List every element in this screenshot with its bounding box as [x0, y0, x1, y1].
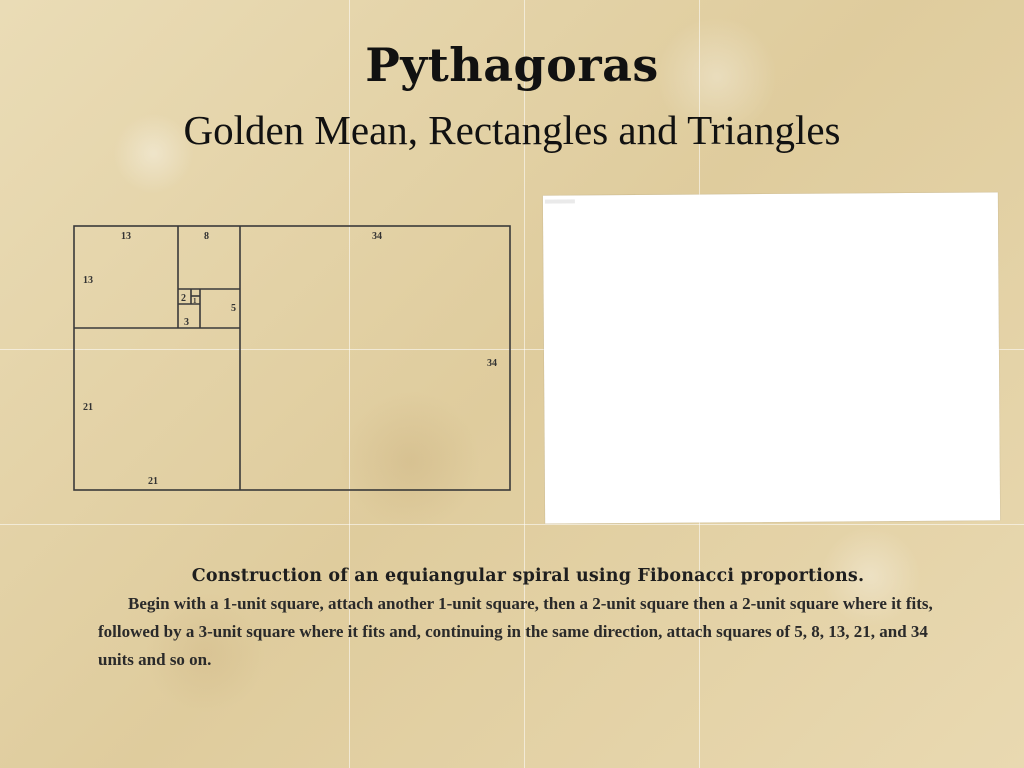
label-21-bottom: 21 [148, 476, 158, 487]
label-1: 1 [193, 297, 197, 305]
label-13-top: 13 [121, 231, 131, 242]
label-3: 3 [184, 317, 189, 328]
blank-image-panel [543, 192, 1000, 523]
fibonacci-rectangle-diagram [56, 208, 526, 508]
label-34-top: 34 [372, 231, 382, 242]
label-21-left: 21 [83, 402, 93, 413]
label-5: 5 [231, 303, 236, 314]
caption-title: Construction of an equiangular spiral using Fibonacci proportions. [191, 566, 865, 586]
label-34-right: 34 [487, 358, 497, 369]
caption-block [98, 566, 958, 674]
label-2: 2 [181, 293, 186, 304]
label-13-left: 13 [83, 275, 93, 286]
outer-rectangle [74, 226, 510, 490]
slide-title: Pythagoras [365, 38, 659, 92]
fibonacci-rectangle-svg [56, 208, 526, 508]
label-8-top: 8 [204, 231, 209, 242]
slide-subtitle: Golden Mean, Rectangles and Triangles [183, 107, 841, 153]
grid-line [0, 524, 1024, 525]
panel-thumbnail-mark [545, 199, 575, 203]
caption-body: Begin with a 1-unit square, attach another 1-unit square, then a 2-unit square then a 2-unit square where it fits, followed by a 3-unit square where it fits and, continuing in the same direction, attach squares of 5, 8, 13, 21, and 34 units and so on. [98, 594, 933, 669]
